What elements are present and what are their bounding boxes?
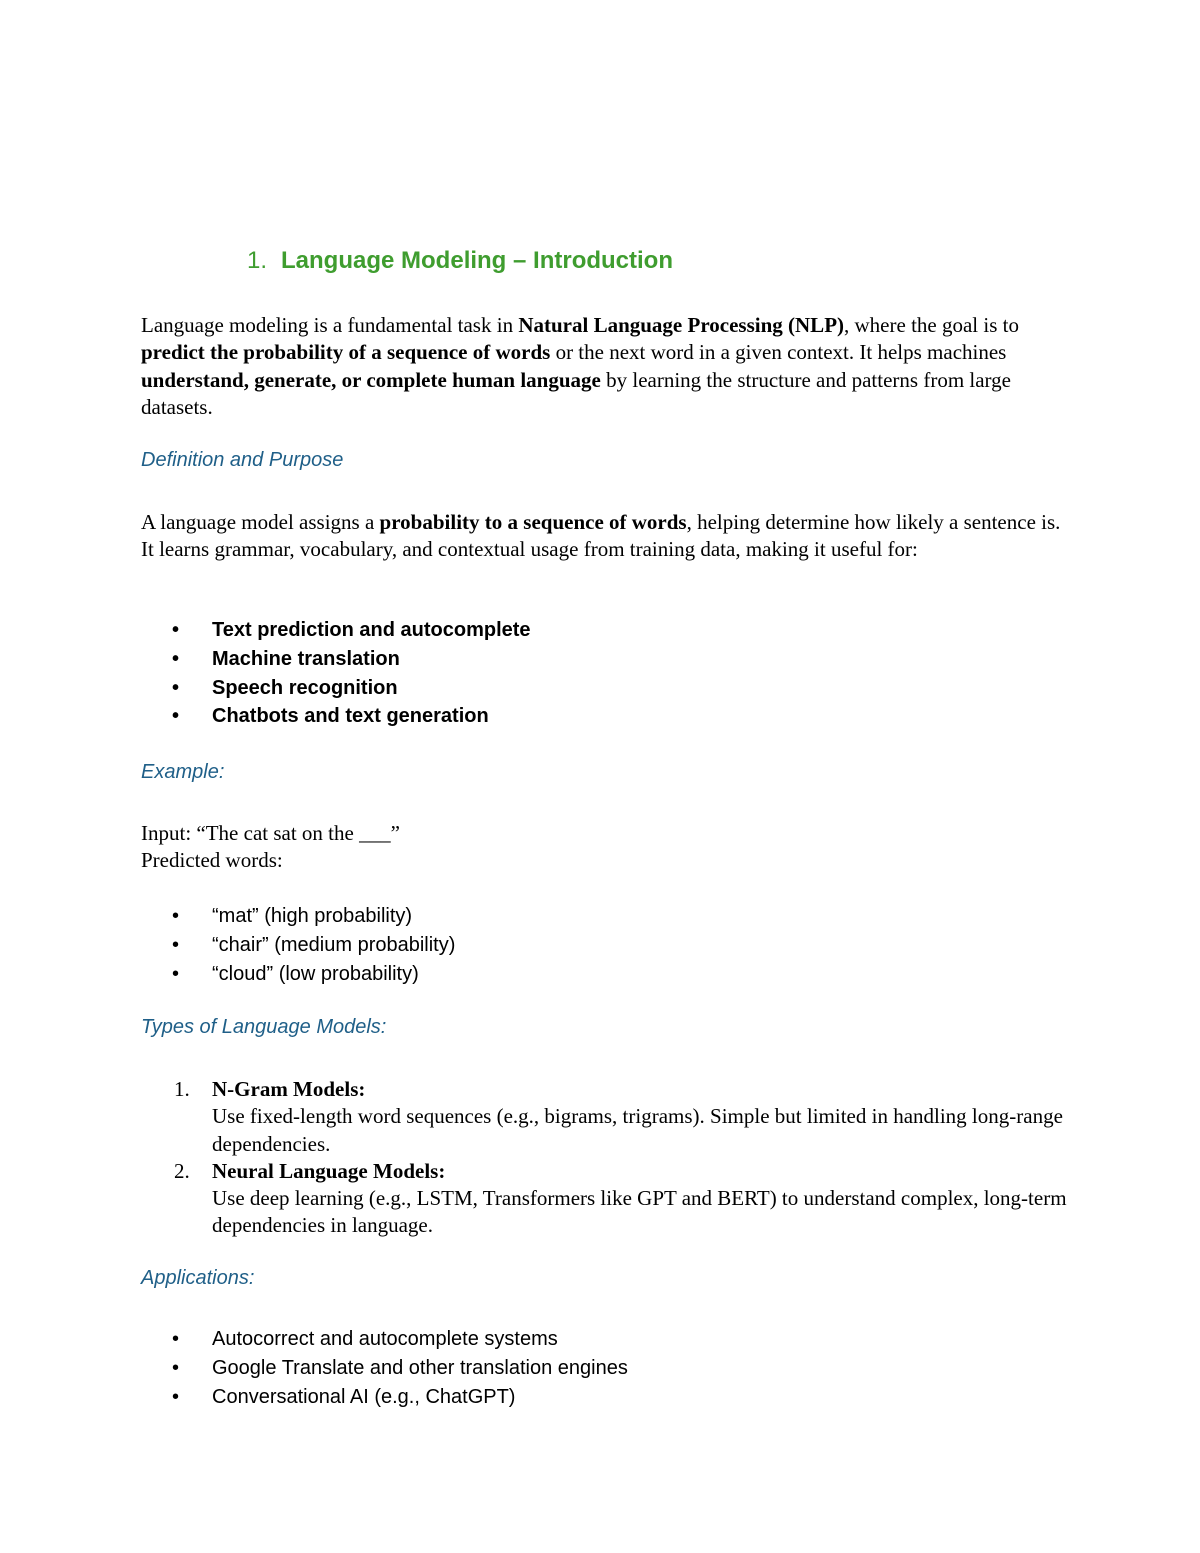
list-item <box>0 1325 628 1354</box>
bullet-icon: • <box>172 647 180 670</box>
predictions-list <box>0 902 455 988</box>
definition-paragraph <box>141 509 1071 564</box>
example-heading: Example: <box>141 761 225 783</box>
list-item <box>0 616 531 645</box>
list-item-text: Autocorrect and autocomplete systems <box>212 1328 558 1350</box>
intro-text-4: by learning the structure and patterns from large datasets. <box>141 367 1011 419</box>
intro-bold-2: predict the probability of a sequence of words <box>141 340 551 365</box>
list-item-text: Google Translate and other translation engines <box>212 1356 628 1379</box>
bullet-icon: • <box>172 619 180 641</box>
list-item-text: Conversational AI (e.g., ChatGPT) <box>212 1385 516 1408</box>
list-item-text: Chatbots and text generation <box>212 705 489 728</box>
intro-text-2: , where the goal is to <box>844 313 1019 337</box>
section-title: Language Modeling – Introduction <box>281 247 673 274</box>
list-item-text: Machine translation <box>212 647 400 670</box>
item-number: 2. <box>174 1158 190 1183</box>
applications-heading: Applications: <box>141 1267 255 1289</box>
list-item <box>0 1158 1100 1240</box>
list-item-text: “mat” (high probability) <box>212 905 413 927</box>
list-item <box>0 1076 1100 1158</box>
section-heading <box>247 247 673 275</box>
bullet-icon: • <box>172 676 180 699</box>
item-title: Neural Language Models: <box>212 1158 446 1183</box>
item-title: N-Gram Models: <box>212 1077 366 1101</box>
bullet-icon: • <box>172 933 180 956</box>
list-item <box>0 645 531 674</box>
list-item-text: “chair” (medium probability) <box>212 933 456 956</box>
predicted-label: Predicted words: <box>141 848 283 872</box>
list-item-text: Text prediction and autocomplete <box>212 619 531 641</box>
bullet-icon: • <box>172 705 180 728</box>
list-item-text: “cloud” (low probability) <box>212 962 419 985</box>
intro-text-1: Language modeling is a fundamental task in <box>141 313 519 337</box>
item-description: Use fixed-length word sequences (e.g., bigrams, trigrams). Simple but limited in handling long-range dependencies. <box>212 1104 1063 1156</box>
list-item <box>0 902 455 931</box>
bullet-icon: • <box>172 1328 180 1350</box>
applications-list <box>0 1325 628 1411</box>
list-item <box>0 674 531 703</box>
list-item-text: Speech recognition <box>212 676 398 699</box>
item-number: 1. <box>174 1077 190 1101</box>
list-item <box>0 960 455 989</box>
intro-bold-3: understand, generate, or complete human language <box>141 367 601 392</box>
list-item <box>0 1354 628 1383</box>
list-item <box>0 931 455 960</box>
definition-heading: Definition and Purpose <box>141 449 344 471</box>
definition-text-1: A language model assigns a <box>141 510 380 534</box>
intro-text-3: or the next word in a given context. It helps machines <box>550 340 1007 365</box>
bullet-icon: • <box>172 1356 180 1379</box>
example-input: Input: “The cat sat on the ___” <box>141 821 400 845</box>
intro-bold-1: Natural Language Processing (NLP) <box>518 313 845 337</box>
section-number: 1. <box>247 247 268 274</box>
bullet-icon: • <box>172 905 180 927</box>
list-item <box>0 702 531 731</box>
uses-list <box>0 616 531 731</box>
bullet-icon: • <box>172 1385 180 1408</box>
types-heading: Types of Language Models: <box>141 1016 387 1038</box>
definition-bold-1: probability to a sequence of words <box>379 510 687 534</box>
intro-paragraph <box>141 312 1071 421</box>
definition-text-2: , helping determine how likely a sentence is. It learns grammar, vocabulary, and contextual usage from training data, making it useful for: <box>141 510 1061 562</box>
list-item <box>0 1383 628 1412</box>
types-list <box>0 1076 1100 1240</box>
item-description: Use deep learning (e.g., LSTM, Transformers like GPT and BERT) to understand complex, long-term dependencies in language. <box>212 1186 1067 1238</box>
bullet-icon: • <box>172 962 180 985</box>
